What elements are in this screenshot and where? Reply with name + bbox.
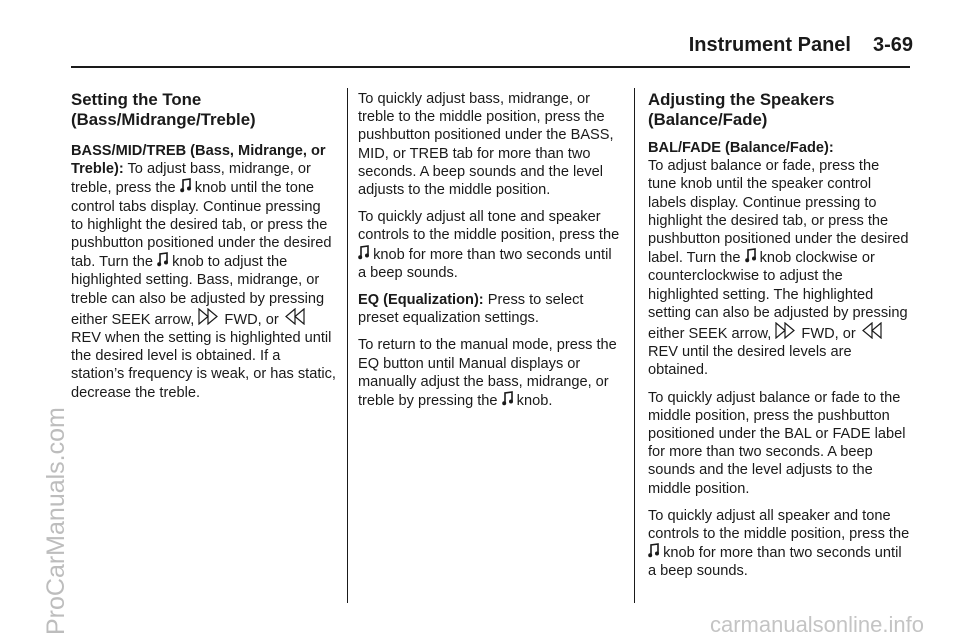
watermark-bottom: carmanualsonline.info	[709, 612, 924, 637]
text: knob clockwise or counterclockwise to adjust the highlighted setting. The highlighted setting can also be adjusted by pressing either SEEK arrow,	[648, 250, 908, 343]
paragraph: To quickly adjust balance or fade to the middle position, press the pushbutton positioned under the BAL or FADE label for more than two seconds. A beep sounds and the level adjusts to the middle position.	[648, 389, 906, 497]
text: FWD, or	[224, 311, 279, 328]
seek-forward-icon	[775, 322, 797, 339]
text: To adjust balance or fade, press the tune knob until the speaker control labels display. Continue pressing to highlight the desired tab, or press the pushbutton positioned under the desired label. Turn the	[648, 158, 909, 267]
paragraph	[358, 208, 620, 282]
paragraph-eq	[358, 291, 620, 327]
seek-reverse-icon	[860, 322, 882, 339]
column-tone	[71, 90, 336, 411]
music-note-icon	[648, 543, 659, 558]
text: To quickly adjust all tone and speaker controls to the middle position, press the	[358, 209, 620, 244]
text: To return to the manual mode, press the EQ button until Manual displays or manually adjust the bass, midrange, or treble by pressing the	[358, 337, 617, 410]
text: knob for more than two seconds until a beep sounds.	[648, 545, 902, 580]
paragraph-balance	[648, 157, 910, 379]
watermark-side: ProCarManuals.com	[42, 407, 70, 635]
seek-forward-icon	[198, 308, 220, 325]
term-eq: EQ (Equalization):	[358, 292, 484, 309]
text: To quickly adjust all speaker and tone controls to the middle position, press the	[648, 507, 910, 543]
text: knob until the tone control tabs display. Continue pressing to highlight the desired tab, or press the pushbutton positioned under the desired tab. Turn the	[71, 180, 332, 271]
seek-reverse-icon	[283, 308, 305, 325]
paragraph-tone	[71, 142, 336, 402]
music-note-icon	[745, 248, 756, 263]
music-note-icon	[502, 391, 513, 406]
paragraph: To quickly adjust bass, midrange, or treble to the middle position, press the pushbutton positioned under the BASS, MID, or TREB tab for more than two seconds. A beep sounds and the level adjusts to the middle position.	[358, 91, 614, 199]
text: knob.	[516, 393, 553, 410]
paragraph	[648, 507, 910, 581]
paragraph	[358, 336, 620, 410]
term-bass-mid-treb: BASS/MID/TREB (Bass, Midrange, or Treble):	[71, 143, 326, 178]
text: FWD, or	[801, 326, 856, 343]
text: REV when the setting is highlighted until the desired level is obtained. If a station’s frequency is weak, or has static, decrease the treble.	[71, 330, 336, 401]
column-tone-continued	[358, 90, 620, 419]
text: knob for more than two seconds until a beep sounds.	[358, 246, 612, 281]
column-divider	[347, 88, 348, 603]
section-title-tone: Setting the Tone (Bass/Midrange/Treble)	[71, 90, 256, 129]
section-title-speakers: Adjusting the Speakers (Balance/Fade)	[648, 90, 835, 129]
music-note-icon	[180, 178, 191, 193]
header-rule	[71, 66, 910, 68]
header-section-title: Instrument Panel	[688, 34, 851, 56]
music-note-icon	[358, 245, 369, 260]
music-note-icon	[157, 252, 168, 267]
page-header	[689, 34, 913, 57]
text: Press to select preset equalization settings.	[358, 292, 584, 327]
column-divider	[634, 88, 635, 603]
column-speakers	[648, 90, 910, 590]
text: knob to adjust the highlighted setting. Bass, midrange, or treble can also be adjusted by pressing either SEEK arrow,	[71, 254, 325, 328]
term-bal-fade: BAL/FADE (Balance/Fade):	[648, 140, 834, 156]
text: REV until the desired levels are obtained.	[648, 344, 852, 379]
text: To adjust bass, midrange, or treble, press the	[71, 161, 311, 197]
header-page-number: 3-69	[872, 34, 913, 56]
